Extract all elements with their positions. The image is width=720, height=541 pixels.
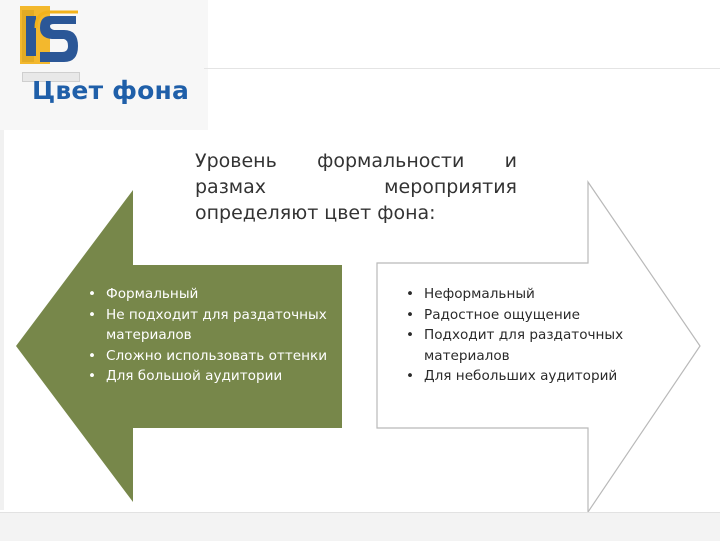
intro-text: Уровень формальности и размах мероприятия определяют цвет фона: xyxy=(195,150,517,224)
list-item: • Формальный xyxy=(84,284,342,305)
formal-list xyxy=(84,284,342,387)
list-item: • Подходит для раздаточных материалов xyxy=(402,325,664,366)
footer-band xyxy=(0,512,720,541)
list-item: • Для небольших аудиторий xyxy=(402,366,664,387)
slide-title: Цвет фона xyxy=(32,76,190,105)
list-item: • Неформальный xyxy=(402,284,664,305)
list-item: • Не подходит для раздаточных материалов xyxy=(84,305,342,346)
list-item: • Сложно использовать оттенки xyxy=(84,346,342,367)
list-item: • Для большой аудитории xyxy=(84,366,342,387)
informal-list xyxy=(402,284,664,387)
list-item: • Радостное ощущение xyxy=(402,305,664,326)
